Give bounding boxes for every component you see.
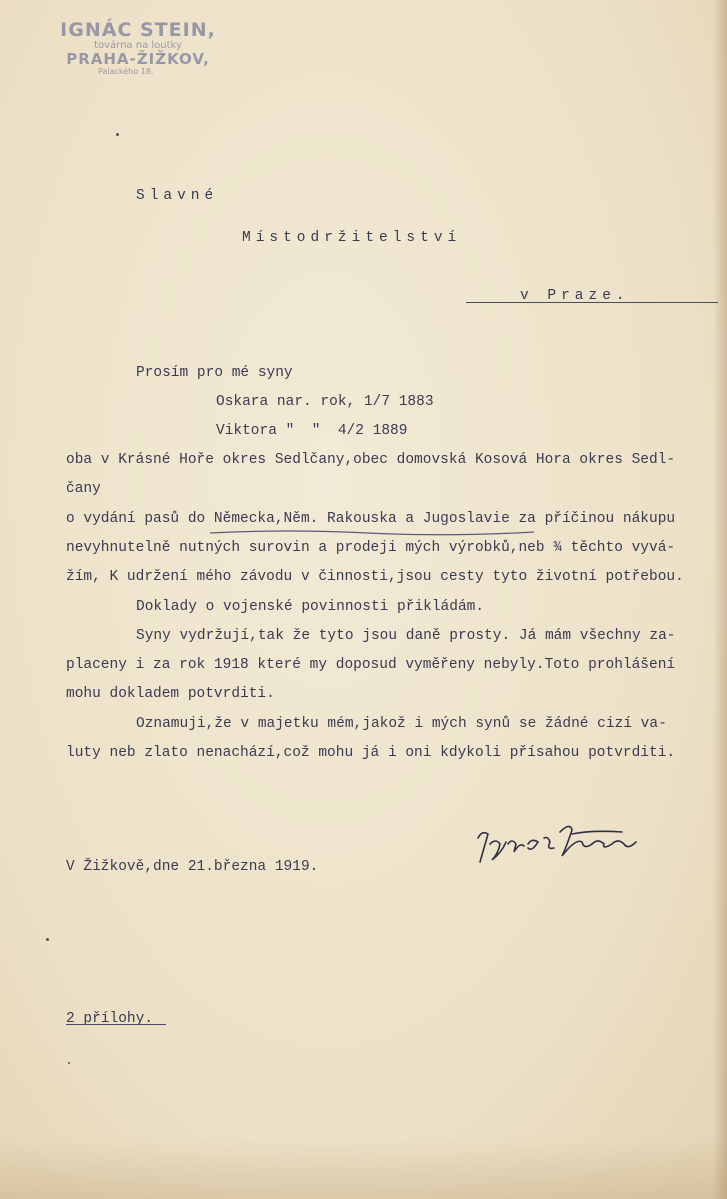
salutation-line-3: v Praze. <box>520 288 630 304</box>
son-1-line: Oskara nar. rok, 1/7 1883 <box>216 394 434 410</box>
address-underline <box>466 302 718 303</box>
attachments-note: 2 přílohy. <box>66 1011 154 1027</box>
body-line-4: nevyhnutelně nutných surovin a prodeji mých výrobků,neb ¾ těchto vyvá- <box>66 540 676 556</box>
paragraph-3-line-3: mohu dokladem potvrditi. <box>66 686 275 702</box>
son-2-line: Viktora " " 4/2 1889 <box>216 423 408 439</box>
stamp-line-business: továrna na loutky <box>94 40 182 51</box>
body-line-2: čany <box>66 481 101 497</box>
paragraph-4-line-2: luty neb zlato nenachází,což mohu já i oni kdykoli přísahou potvrditi. <box>66 745 676 761</box>
stamp-line-city: PRAHA-ŽIŽKOV, <box>66 50 210 68</box>
body-line-5: žím, K udržení mého závodu v činnosti,jsou cesty tyto životní potřebou. <box>66 569 684 585</box>
salutation-line-1: Slavné <box>136 188 219 204</box>
body-intro: Prosím pro mé syny <box>136 365 293 381</box>
stamp-line-address: Palackého 18. <box>98 67 154 76</box>
ink-dot <box>116 133 119 136</box>
body-line-3: o vydání pasů do Německa,Něm. Rakouska a Jugoslavie za příčinou nákupu <box>66 511 676 527</box>
place-and-date: V Žižkově,dne 21.března 1919. <box>66 859 319 875</box>
company-stamp <box>58 20 218 84</box>
paper-edge-shadow <box>713 0 727 1199</box>
signature-image <box>472 808 652 872</box>
stamp-line-name: IGNÁC STEIN, <box>60 19 216 41</box>
ink-dot <box>68 1062 70 1064</box>
paragraph-2: Doklady o vojenské povinnosti přikládám. <box>136 599 485 615</box>
ink-dot <box>46 938 49 941</box>
paragraph-3-line-1: Syny vydržují,tak že tyto jsou daně prosty. Já mám všechny za- <box>136 628 676 644</box>
attachments-underline <box>66 1024 166 1025</box>
paper-bottom-shading <box>0 1139 727 1199</box>
body-line-1: oba v Krásné Hoře okres Sedlčany,obec domovská Kosová Hora okres Sedl- <box>66 452 676 468</box>
paragraph-4-line-1: Oznamuji,že v majetku mém,jakož i mých synů se žádné cizí va- <box>136 716 667 732</box>
salutation-line-2: Místodržitelství <box>242 230 462 246</box>
paragraph-3-line-2: placeny i za rok 1918 které my doposud vyměřeny nebyly.Toto prohlášení <box>66 657 676 673</box>
handwritten-underline <box>208 527 538 537</box>
